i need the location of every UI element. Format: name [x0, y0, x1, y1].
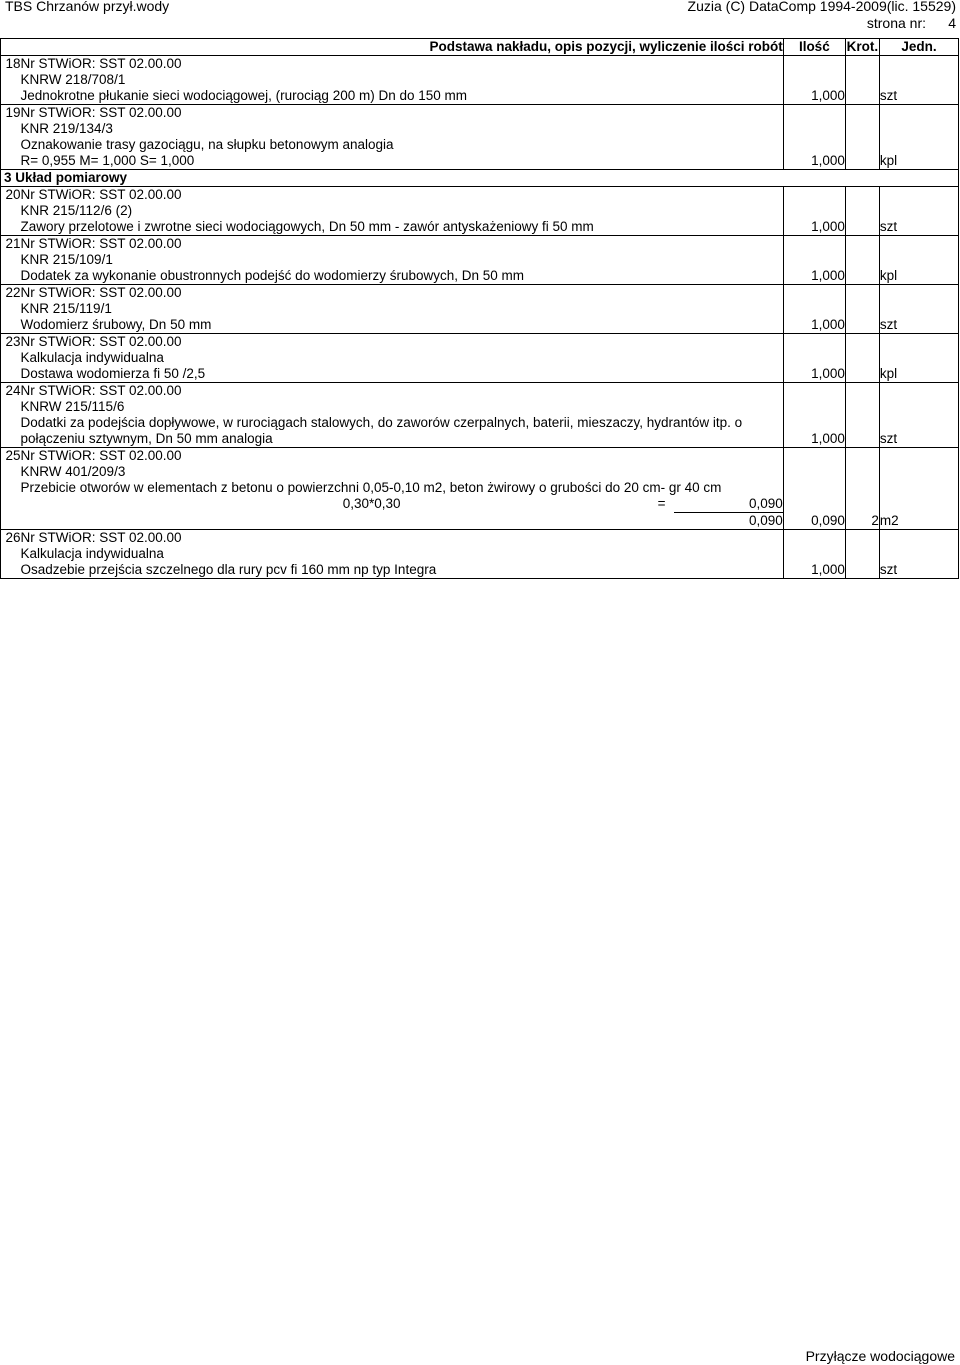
- table-row: [1, 236, 959, 253]
- col-header-desc: Podstawa nakładu, opis pozycji, wyliczenie ilości robót: [1, 39, 784, 56]
- table-row: [1, 56, 959, 73]
- table-row: [1, 153, 959, 170]
- col-header-mult: Krot.: [846, 39, 879, 54]
- item-qty: 0,090: [783, 513, 845, 530]
- item-qty: 1,000: [783, 88, 845, 105]
- calc-expression: 0,30*0,30: [342, 496, 401, 511]
- table-row: [1, 121, 959, 137]
- item-unit: szt: [879, 562, 958, 579]
- item-spec: Nr STWiOR: SST 02.00.00: [21, 56, 784, 73]
- table-row: [1, 317, 959, 334]
- item-qty: 1,000: [783, 153, 845, 170]
- item-unit: kpl: [879, 268, 958, 285]
- table-row: [1, 203, 959, 219]
- table-row: [1, 137, 959, 153]
- page-footer: Przyłącze wodociągowe: [805, 1348, 955, 1364]
- item-desc: Jednokrotne płukanie sieci wodociągowej, (rurociąg 200 m) Dn do 150 mm: [21, 88, 784, 105]
- item-desc-cont: połączeniu sztywnym, Dn 50 mm analogia: [21, 431, 784, 448]
- table-row: [1, 350, 959, 366]
- header-right: [688, 0, 956, 32]
- table-header: [1, 39, 959, 56]
- item-desc: Dodatek za wykonanie obustronnych podejść do wodomierzy śrubowych, Dn 50 mm: [21, 268, 784, 285]
- table-row: [1, 431, 959, 448]
- item-basis: KNR 215/109/1: [21, 252, 784, 268]
- item-desc: Oznakowanie trasy gazociągu, na słupku betonowym analogia: [21, 137, 784, 153]
- calc-equals: =: [657, 496, 666, 511]
- table-row: [1, 366, 959, 383]
- item-number: 23: [1, 334, 21, 351]
- table-row: [1, 268, 959, 285]
- item-basis: KNR 219/134/3: [21, 121, 784, 137]
- table-row: [1, 334, 959, 351]
- item-basis: KNRW 215/115/6: [21, 399, 784, 415]
- calc-line: [21, 496, 783, 513]
- item-number: 22: [1, 285, 21, 302]
- table-row: [1, 88, 959, 105]
- section-row: [1, 170, 959, 187]
- page-label: strona nr:: [866, 15, 926, 31]
- item-desc: Przebicie otworów w elementach z betonu o powierzchni 0,05-0,10 m2, beton żwirowy o grubości do 20 cm- gr 40 cm: [21, 480, 784, 496]
- item-basis: Kalkulacja indywidualna: [21, 546, 784, 562]
- item-basis: Kalkulacja indywidualna: [21, 350, 784, 366]
- section-title: 3 Układ pomiarowy: [1, 170, 959, 187]
- table-row: [1, 448, 959, 465]
- table-row: [1, 480, 959, 496]
- item-unit: szt: [879, 431, 958, 448]
- item-number: 21: [1, 236, 21, 253]
- page-indicator: [688, 15, 956, 32]
- calc-sum: 0,090: [749, 513, 783, 528]
- copyright: Zuzia (C) DataComp 1994-2009(lic. 15529): [687, 0, 956, 14]
- table-row: [1, 285, 959, 302]
- item-number: 25: [1, 448, 21, 465]
- table-row: [1, 252, 959, 268]
- item-number: 18: [1, 56, 21, 73]
- item-basis: KNR 215/119/1: [21, 301, 784, 317]
- item-basis: KNRW 401/209/3: [21, 464, 784, 480]
- item-mult: 2: [845, 513, 879, 530]
- item-unit: szt: [879, 317, 958, 334]
- item-number: 19: [1, 105, 21, 122]
- item-qty: 1,000: [783, 562, 845, 579]
- item-qty: 1,000: [783, 366, 845, 383]
- item-number: 26: [1, 530, 21, 547]
- item-qty: 1,000: [783, 268, 845, 285]
- table-row: [1, 546, 959, 562]
- document-title: TBS Chrzanów przył.wody: [5, 0, 170, 14]
- item-unit: m2: [879, 513, 958, 530]
- item-desc: Osadzebie przejścia szczelnego dla rury pcv fi 160 mm np typ Integra: [21, 562, 784, 579]
- item-unit: kpl: [879, 366, 958, 383]
- item-unit: szt: [879, 88, 958, 105]
- item-spec: Nr STWiOR: SST 02.00.00: [21, 236, 784, 253]
- item-qty: 1,000: [783, 219, 845, 236]
- item-spec: Nr STWiOR: SST 02.00.00: [21, 530, 784, 547]
- calc-result: 0,090: [674, 496, 783, 513]
- table-row: [1, 562, 959, 579]
- table-row: [1, 513, 959, 530]
- item-number: 24: [1, 383, 21, 400]
- table-row: [1, 187, 959, 204]
- item-qty: 1,000: [783, 431, 845, 448]
- item-desc: Dostawa wodomierza fi 50 /2,5: [21, 366, 784, 383]
- item-desc: Dodatki za podejścia dopływowe, w rurociągach stalowych, do zaworów czerpalnych, baterii, mieszaczy, hydrantów itp. o: [21, 415, 784, 431]
- table-row: [1, 415, 959, 431]
- item-spec: Nr STWiOR: SST 02.00.00: [21, 334, 784, 351]
- col-header-qty: Ilość: [783, 39, 845, 56]
- table-row: [1, 383, 959, 400]
- table-row: [1, 496, 959, 513]
- item-unit: szt: [879, 219, 958, 236]
- table-row: [1, 530, 959, 547]
- table-row: [1, 72, 959, 88]
- item-basis: KNRW 218/708/1: [21, 72, 784, 88]
- col-header-unit: Jedn.: [879, 39, 958, 56]
- page-number: 4: [948, 15, 956, 31]
- table-row: [1, 301, 959, 317]
- item-spec: Nr STWiOR: SST 02.00.00: [21, 383, 784, 400]
- item-qty: 1,000: [783, 317, 845, 334]
- item-desc: Zawory przelotowe i zwrotne sieci wodociągowych, Dn 50 mm - zawór antyskażeniowy fi 50 mm: [21, 219, 784, 236]
- item-basis: KNR 215/112/6 (2): [21, 203, 784, 219]
- table-row: [1, 399, 959, 415]
- item-factors: R= 0,955 M= 1,000 S= 1,000: [21, 153, 784, 170]
- item-number: 20: [1, 187, 21, 204]
- table-row: [1, 219, 959, 236]
- item-spec: Nr STWiOR: SST 02.00.00: [21, 285, 784, 302]
- item-unit: kpl: [879, 153, 958, 170]
- table-row: [1, 464, 959, 480]
- item-spec: Nr STWiOR: SST 02.00.00: [21, 187, 784, 204]
- item-spec: Nr STWiOR: SST 02.00.00: [21, 105, 784, 122]
- item-spec: Nr STWiOR: SST 02.00.00: [21, 448, 784, 465]
- cost-table: [0, 38, 959, 579]
- item-desc: Wodomierz śrubowy, Dn 50 mm: [21, 317, 784, 334]
- table-row: [1, 105, 959, 122]
